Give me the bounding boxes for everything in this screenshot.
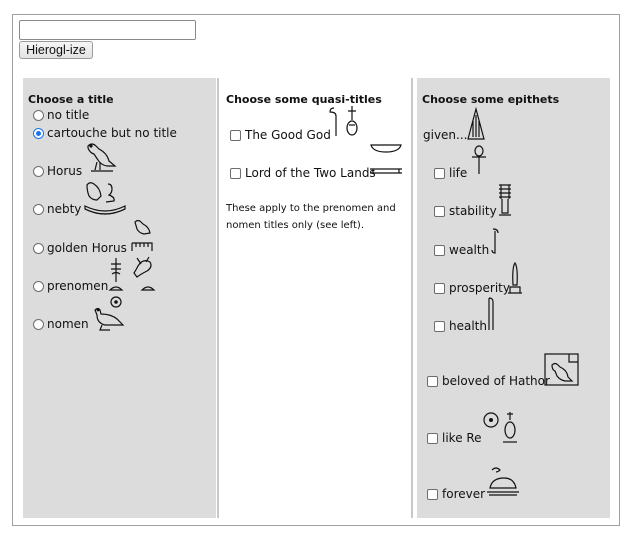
title-option-label: prenomen — [47, 279, 109, 293]
checkbox-like-re[interactable] — [427, 433, 438, 444]
epithet-option-label: life — [449, 166, 468, 180]
radio-horus[interactable] — [33, 166, 44, 177]
health-glyph — [486, 296, 496, 332]
checkbox-forever[interactable] — [427, 489, 438, 500]
radio-nebty[interactable] — [33, 204, 44, 215]
title-option-label: no title — [47, 108, 90, 122]
title-option-label: Horus — [47, 164, 83, 178]
epithet-option-wealth[interactable] — [434, 241, 489, 259]
title-option-label: cartouche but no title — [47, 126, 177, 140]
prenomen-sedge-bee-glyph — [108, 256, 158, 294]
prosperity-glyph — [506, 261, 524, 297]
epithet-option-label: health — [449, 319, 487, 333]
title-option-nebty[interactable] — [33, 200, 81, 218]
checkbox-life[interactable] — [434, 168, 445, 179]
hathor-house-falcon-glyph — [544, 353, 580, 387]
quasi-option-good-god[interactable] — [230, 126, 331, 144]
epithet-heading: Choose some epithets — [422, 93, 560, 106]
radio-cartouche[interactable] — [33, 128, 44, 139]
quasi-heading: Choose some quasi-titles — [226, 93, 382, 106]
title-option-label: nebty — [47, 202, 82, 216]
quasi-note: These apply to the prenomen and nomen titles only (see left). — [226, 203, 396, 231]
quasi-option-label: The Good God — [245, 128, 331, 142]
given-triangle-glyph — [466, 107, 486, 141]
epithet-panel — [417, 78, 610, 518]
checkbox-wealth[interactable] — [434, 245, 445, 256]
nomen-duck-sun-glyph — [92, 294, 126, 332]
quasi-option-label: Lord of the Two Lands — [245, 166, 376, 180]
title-heading: Choose a title — [28, 93, 114, 106]
title-option-horus[interactable] — [33, 162, 82, 180]
checkbox-stability[interactable] — [434, 206, 445, 217]
checkbox-health[interactable] — [434, 321, 445, 332]
column-divider — [217, 78, 219, 518]
forever-djet-glyph — [486, 466, 520, 496]
checkbox-prosperity[interactable] — [434, 283, 445, 294]
epithet-option-forever[interactable] — [427, 485, 485, 503]
good-god-netjer-nefer-glyph — [328, 104, 360, 140]
radio-prenomen[interactable] — [33, 281, 44, 292]
title-option-no-title[interactable] — [33, 106, 89, 124]
hieroglyphize-button[interactable]: Hierogl-ize — [19, 41, 93, 59]
was-scepter-icon — [489, 227, 501, 255]
column-divider — [411, 78, 413, 518]
epithet-option-label: beloved of Hathor — [442, 374, 550, 388]
radio-no-title[interactable] — [33, 110, 44, 121]
radio-nomen[interactable] — [33, 319, 44, 330]
title-option-label: nomen — [47, 317, 89, 331]
title-option-label: golden Horus — [47, 241, 127, 255]
quasi-option-two-lands[interactable] — [230, 164, 376, 182]
epithet-option-stability[interactable] — [434, 202, 497, 220]
sun-disc-reed-glyph — [482, 410, 520, 444]
title-option-golden-horus[interactable] — [33, 239, 127, 257]
checkbox-good-god[interactable] — [230, 130, 241, 141]
epithet-option-hathor[interactable] — [427, 372, 550, 390]
epithet-option-label: stability — [449, 204, 497, 218]
epithet-option-label: prosperity — [449, 281, 510, 295]
epithet-option-life[interactable] — [434, 164, 467, 182]
name-input[interactable] — [19, 20, 196, 40]
nebty-vulture-cobra-glyph — [82, 179, 128, 217]
epithet-option-prosperity[interactable] — [434, 279, 510, 297]
epithet-option-label: wealth — [449, 243, 490, 257]
horus-falcon-glyph — [82, 140, 120, 177]
given-label: given... — [423, 128, 468, 142]
epithet-option-label: like Re — [442, 431, 482, 445]
title-option-nomen[interactable] — [33, 315, 89, 333]
checkbox-hathor[interactable] — [427, 376, 438, 387]
djed-pillar-icon — [496, 183, 514, 217]
title-option-prenomen[interactable] — [33, 277, 108, 295]
two-lands-basket-glyph — [369, 143, 403, 177]
golden-horus-glyph — [130, 219, 154, 253]
checkbox-two-lands[interactable] — [230, 168, 241, 179]
epithet-option-like-re[interactable] — [427, 429, 482, 447]
radio-golden-horus[interactable] — [33, 243, 44, 254]
epithet-option-label: forever — [442, 487, 486, 501]
epithet-option-health[interactable] — [434, 317, 487, 335]
ankh-icon — [470, 145, 488, 175]
